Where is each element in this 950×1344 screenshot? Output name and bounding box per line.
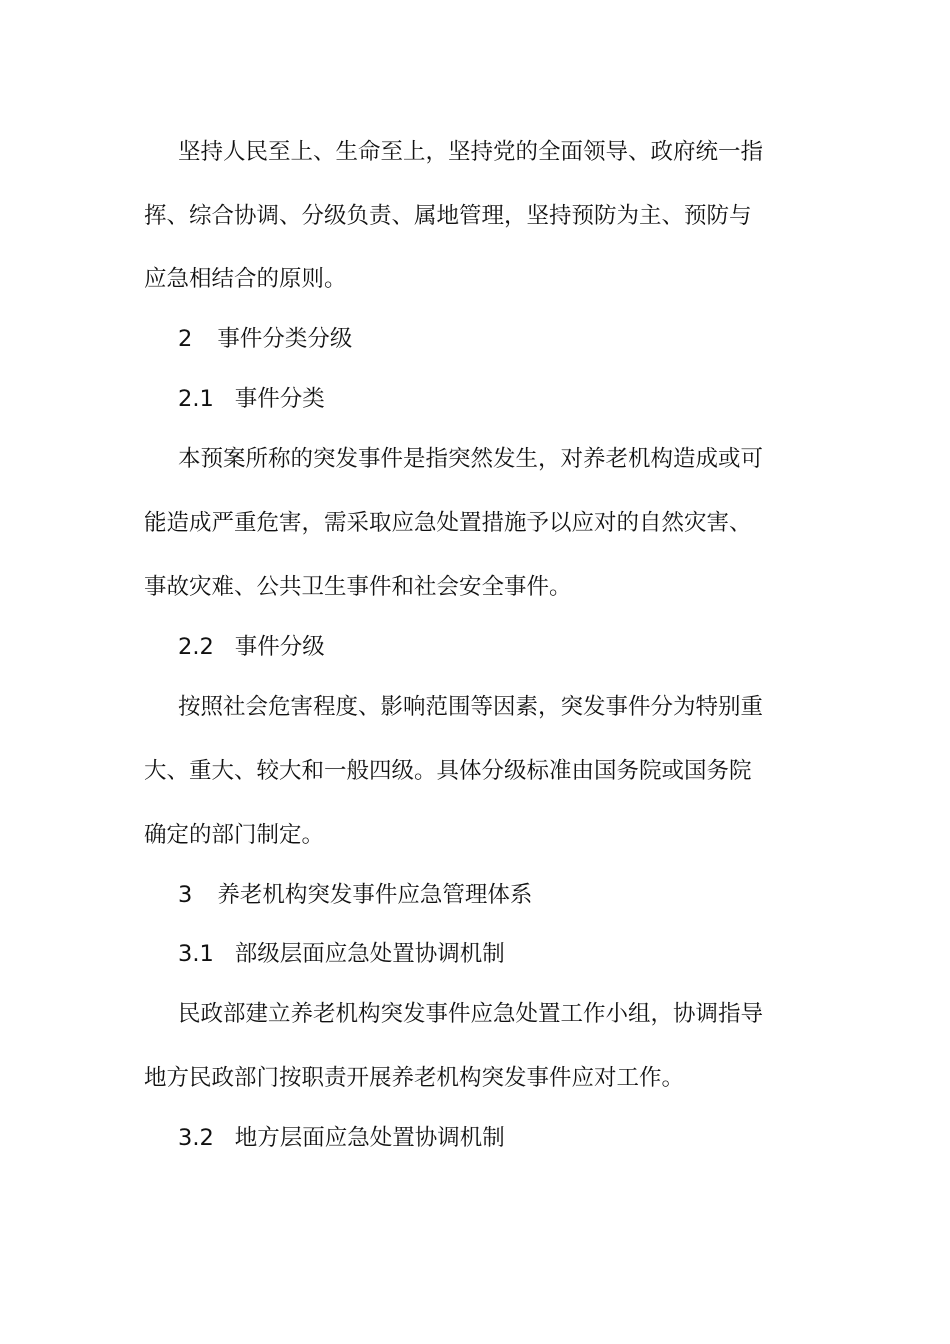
paragraph-line: 大、重大、较大和一般四级。具体分级标准由国务院或国务院 — [144, 758, 752, 784]
section-title: 地方层面应急处置协调机制 — [234, 1125, 505, 1151]
section-title: 事件分类分级 — [217, 326, 353, 352]
section-title: 事件分类 — [234, 386, 325, 412]
section-heading-2-2 — [178, 632, 858, 662]
section-title: 事件分级 — [234, 634, 325, 660]
paragraph-line: 能造成严重危害，需采取应急处置措施予以应对的自然灾害、 — [144, 510, 752, 536]
section-heading-2 — [178, 324, 858, 354]
section-number: 3.1 — [178, 941, 214, 967]
section-heading-3-1 — [178, 939, 858, 969]
paragraph-line: 本预案所称的突发事件是指突然发生，对养老机构造成或可 — [178, 446, 764, 472]
paragraph-line: 民政部建立养老机构突发事件应急处置工作小组，协调指导 — [178, 1001, 764, 1027]
paragraph-line: 挥、综合协调、分级负责、属地管理，坚持预防为主、预防与 — [144, 203, 752, 229]
section-heading-2-1 — [178, 384, 858, 414]
section-number: 2.2 — [178, 634, 214, 660]
paragraph-line: 应急相结合的原则。 — [144, 266, 347, 292]
section-number: 2 — [178, 326, 193, 352]
section-heading-3 — [178, 880, 858, 910]
section-title: 养老机构突发事件应急管理体系 — [217, 882, 533, 908]
section-number: 3 — [178, 882, 193, 908]
section-number: 2.1 — [178, 386, 214, 412]
paragraph-line: 事故灾难、公共卫生事件和社会安全事件。 — [144, 574, 572, 600]
paragraph-line: 地方民政部门按职责开展养老机构突发事件应对工作。 — [144, 1065, 685, 1091]
paragraph-line: 坚持人民至上、生命至上，坚持党的全面领导、政府统一指 — [178, 139, 764, 165]
section-title: 部级层面应急处置协调机制 — [234, 941, 505, 967]
section-heading-3-2 — [178, 1123, 858, 1153]
section-number: 3.2 — [178, 1125, 214, 1151]
paragraph-line: 按照社会危害程度、影响范围等因素，突发事件分为特别重 — [178, 694, 764, 720]
paragraph-line: 确定的部门制定。 — [144, 822, 325, 848]
